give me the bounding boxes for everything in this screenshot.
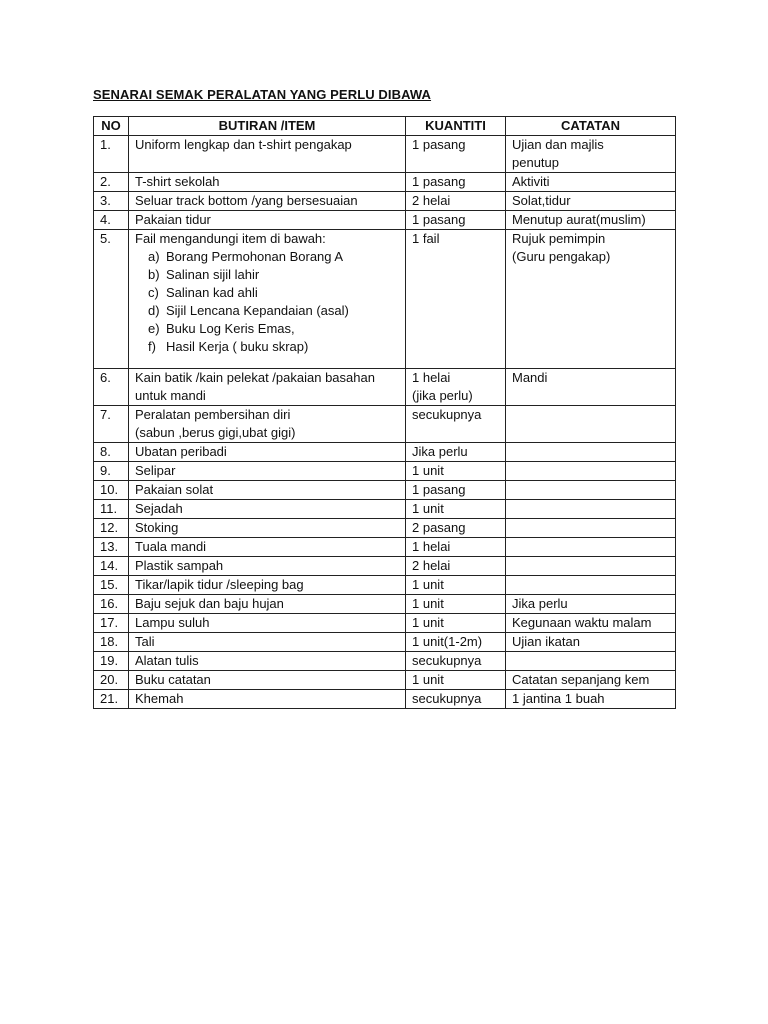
note-cell-line: Menutup aurat(muslim) [512,212,646,227]
item-cell [129,671,406,690]
table-row [94,369,676,406]
note-cell-line: penutup [512,155,559,170]
table-body [94,136,676,709]
quantity-cell-line: secukupnya [412,653,482,668]
sub-item-list [135,248,399,356]
table-row [94,652,676,671]
row-number: 12. [94,519,129,538]
sub-item-text: Salinan sijil lahir [166,267,260,282]
quantity-cell [406,369,506,406]
quantity-cell-line: 2 helai [412,193,451,208]
quantity-cell-line: 1 helai [412,370,451,385]
table-row [94,557,676,576]
quantity-cell [406,576,506,595]
item-cell [129,173,406,192]
sub-item-text: Salinan kad ahli [166,285,258,300]
table-row [94,136,676,173]
item-cell [129,230,406,369]
row-number: 7. [94,406,129,443]
sub-item-letter: a) [148,249,160,264]
note-cell-line: Solat,tidur [512,193,571,208]
note-cell-line: Rujuk pemimpin [512,231,606,246]
table-row [94,538,676,557]
item-cell-line: Pakaian solat [135,482,214,497]
note-cell-line: Ujian ikatan [512,634,580,649]
note-cell [506,481,676,500]
sub-item [148,338,399,356]
note-cell-line: Aktiviti [512,174,550,189]
row-number: 19. [94,652,129,671]
item-cell-line: Tali [135,634,155,649]
quantity-cell [406,406,506,443]
quantity-cell [406,211,506,230]
item-cell [129,192,406,211]
table-row [94,671,676,690]
table-header-row [94,117,676,136]
table-row [94,192,676,211]
note-cell-line: Mandi [512,370,548,385]
item-cell-line: Tuala mandi [135,539,207,554]
quantity-cell-line: Jika perlu [412,444,468,459]
item-cell-line: Fail mengandungi item di bawah: [135,231,326,246]
item-cell-line: Buku catatan [135,672,211,687]
note-cell-line: Ujian dan majlis [512,137,604,152]
row-number: 1. [94,136,129,173]
item-cell-line: Alatan tulis [135,653,199,668]
table-row [94,406,676,443]
sub-item-letter: d) [148,303,160,318]
quantity-cell [406,595,506,614]
item-cell [129,462,406,481]
row-number: 9. [94,462,129,481]
item-cell-line: Plastik sampah [135,558,224,573]
note-cell [506,211,676,230]
header-qty: KUANTITI [406,117,506,136]
quantity-cell-line: 1 unit [412,501,444,516]
quantity-cell [406,481,506,500]
note-cell [506,595,676,614]
note-cell [506,369,676,406]
quantity-cell [406,614,506,633]
item-cell [129,595,406,614]
row-number: 13. [94,538,129,557]
item-cell [129,369,406,406]
note-cell-line: (Guru pengakap) [512,249,611,264]
quantity-cell [406,538,506,557]
table-row [94,481,676,500]
item-cell-line: Lampu suluh [135,615,210,630]
quantity-cell-line: 2 helai [412,558,451,573]
sub-item-letter: f) [148,339,156,354]
table-row [94,633,676,652]
note-cell [506,192,676,211]
note-cell-line: Kegunaan waktu malam [512,615,652,630]
row-number: 15. [94,576,129,595]
table-row [94,576,676,595]
sub-item-text: Hasil Kerja ( buku skrap) [166,339,309,354]
item-cell [129,633,406,652]
quantity-cell-line: 1 unit [412,463,444,478]
table-row [94,230,676,369]
item-cell [129,500,406,519]
header-item: BUTIRAN /ITEM [129,117,406,136]
quantity-cell [406,519,506,538]
quantity-cell [406,136,506,173]
row-number: 17. [94,614,129,633]
row-number: 8. [94,443,129,462]
note-cell [506,538,676,557]
item-cell-line: Sejadah [135,501,183,516]
quantity-cell [406,671,506,690]
row-number: 10. [94,481,129,500]
quantity-cell [406,557,506,576]
table-row [94,173,676,192]
item-cell-line: Uniform lengkap dan t-shirt pengakap [135,137,352,152]
header-no: NO [94,117,129,136]
row-number: 20. [94,671,129,690]
sub-item [148,302,399,320]
item-cell-line: Selipar [135,463,176,478]
item-cell-line: Tikar/lapik tidur /sleeping bag [135,577,304,592]
item-cell-line: Ubatan peribadi [135,444,227,459]
row-number: 14. [94,557,129,576]
row-number: 2. [94,173,129,192]
note-cell-line: Jika perlu [512,596,568,611]
row-number: 3. [94,192,129,211]
row-number: 5. [94,230,129,369]
quantity-cell-line: 1 pasang [412,212,466,227]
quantity-cell [406,462,506,481]
table-row [94,595,676,614]
item-cell [129,136,406,173]
item-cell [129,519,406,538]
quantity-cell [406,443,506,462]
item-cell-line: Stoking [135,520,179,535]
header-note: CATATAN [506,117,676,136]
quantity-cell-line: 1 unit [412,672,444,687]
item-cell [129,690,406,709]
sub-item-letter: b) [148,267,160,282]
item-cell [129,538,406,557]
quantity-cell-line: 1 helai [412,539,451,554]
note-cell [506,406,676,443]
quantity-cell-line: 1 pasang [412,482,466,497]
quantity-cell-line: 1 unit(1-2m) [412,634,483,649]
row-number: 4. [94,211,129,230]
table-row [94,519,676,538]
item-cell [129,443,406,462]
note-cell-line: 1 jantina 1 buah [512,691,605,706]
note-cell [506,690,676,709]
item-cell [129,211,406,230]
item-cell-line: (sabun ,berus gigi,ubat gigi) [135,425,296,440]
note-cell [506,443,676,462]
sub-item [148,284,399,302]
note-cell [506,671,676,690]
quantity-cell-line: 1 unit [412,615,444,630]
quantity-cell-line: 1 pasang [412,174,466,189]
item-cell-line: Peralatan pembersihan diri [135,407,291,422]
quantity-cell [406,633,506,652]
item-cell-line: Pakaian tidur [135,212,211,227]
quantity-cell-line: 1 unit [412,596,444,611]
item-cell [129,481,406,500]
row-number: 16. [94,595,129,614]
table-row [94,500,676,519]
quantity-cell [406,192,506,211]
quantity-cell [406,500,506,519]
table-row [94,443,676,462]
quantity-cell-line: secukupnya [412,407,482,422]
quantity-cell [406,652,506,671]
checklist-table [93,116,676,709]
item-cell-line: Seluar track bottom /yang bersesuaian [135,193,358,208]
note-cell [506,136,676,173]
item-cell-line: T-shirt sekolah [135,174,220,189]
quantity-cell-line: 2 pasang [412,520,466,535]
row-number: 18. [94,633,129,652]
quantity-cell-line: 1 fail [412,231,440,246]
sub-item-letter: e) [148,321,160,336]
item-cell-line: Kain batik /kain pelekat /pakaian basahan [135,370,375,385]
sub-item-text: Sijil Lencana Kepandaian (asal) [166,303,349,318]
note-cell [506,652,676,671]
note-cell [506,230,676,369]
sub-item [148,248,399,266]
note-cell [506,576,676,595]
item-cell [129,576,406,595]
note-cell [506,519,676,538]
note-cell [506,557,676,576]
quantity-cell-line: 1 unit [412,577,444,592]
document-title: SENARAI SEMAK PERALATAN YANG PERLU DIBAWA [93,87,432,102]
note-cell [506,462,676,481]
sub-item-text: Borang Permohonan Borang A [166,249,344,264]
item-cell-line: Baju sejuk dan baju hujan [135,596,284,611]
note-cell [506,173,676,192]
item-cell-line: untuk mandi [135,388,206,403]
item-cell [129,614,406,633]
item-cell [129,406,406,443]
item-cell [129,652,406,671]
note-cell [506,500,676,519]
note-cell [506,614,676,633]
quantity-cell-line: (jika perlu) [412,388,473,403]
sub-item-text: Buku Log Keris Emas, [166,321,295,336]
sub-item-letter: c) [148,285,159,300]
sub-item [148,266,399,284]
item-cell-line: Khemah [135,691,184,706]
row-number: 6. [94,369,129,406]
quantity-cell [406,230,506,369]
table-row [94,614,676,633]
row-number: 11. [94,500,129,519]
quantity-cell [406,690,506,709]
table-row [94,690,676,709]
sub-item [148,320,399,338]
quantity-cell [406,173,506,192]
quantity-cell-line: 1 pasang [412,137,466,152]
note-cell [506,633,676,652]
quantity-cell-line: secukupnya [412,691,482,706]
note-cell-line: Catatan sepanjang kem [512,672,650,687]
row-number: 21. [94,690,129,709]
item-cell [129,557,406,576]
table-row [94,462,676,481]
table-row [94,211,676,230]
